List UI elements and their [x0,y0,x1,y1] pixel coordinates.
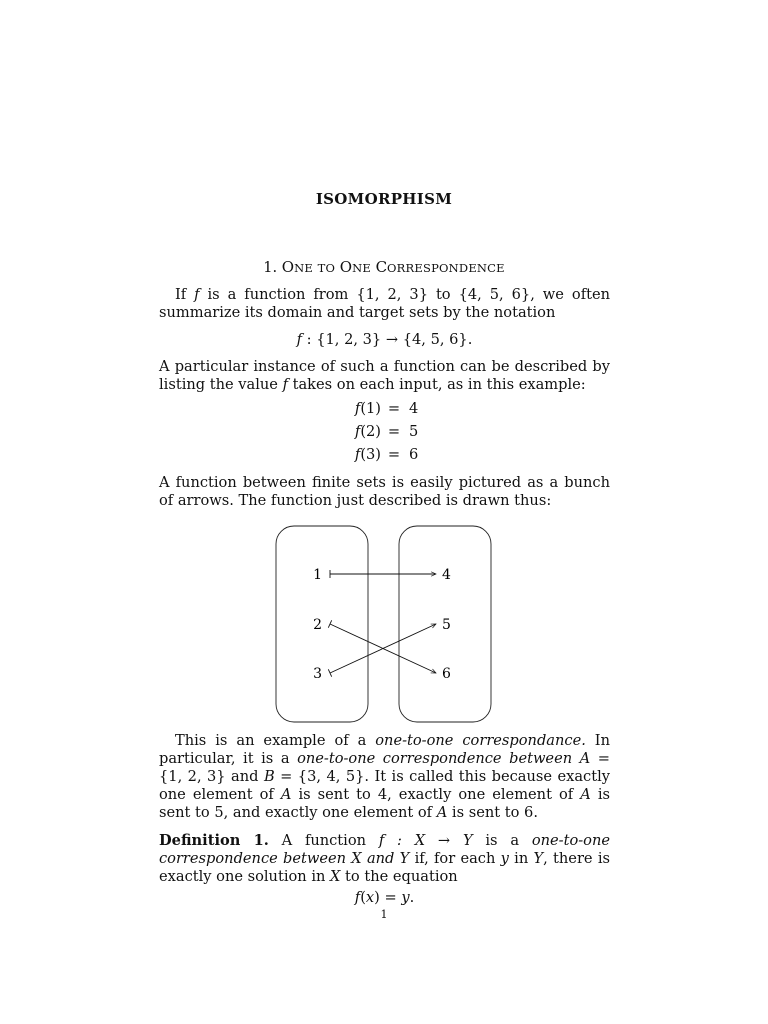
section-word: O [339,258,353,276]
equation-sign: = [387,400,401,417]
target-node: 5 [442,617,451,633]
equation-rhs: 6 [409,446,419,463]
domain-node: 3 [313,666,322,682]
paragraph-intro: If f is a function from {1, 2, 3} to {4, 5, 6}, we often summarize its domain and target sets by the notation [159,286,610,321]
domain-node: 2 [313,617,322,633]
mapping-arrow [328,624,436,677]
equation-rhs: 5 [409,423,419,440]
section-word-rest: TO [317,261,336,275]
section-heading [0,258,768,277]
section-word: O [281,258,295,276]
page-number: 1 [380,908,388,921]
section-number: 1. [263,259,278,276]
equation-lhs: f(1) [354,400,381,417]
equation-sign: = [387,423,401,440]
section-word-rest: ORRESPONDENCE [387,261,505,275]
paragraph-instance: A particular instance of such a function can be described by listing the value f takes on each input, as in this example: [159,358,610,393]
paragraph-arrows: A function between finite sets is easily pictured as a bunch of arrows. The function just described is drawn thus: [159,474,610,509]
equation-lhs: f(2) [354,423,381,440]
section-word-rest: NE [352,261,371,275]
definition-block: Definition 1. A function f : X → Y is a one-to-one correspondence between X and Y if, for each y in Y, there is exactly one solution in X to the equation [159,832,610,885]
paragraph-example: This is an example of a one-to-one correspondance. In particular, it is a one-to-one correspondence between A = {1, 2, 3} and B = {3, 4, 5}. It is called this because exactly one element of A is sent to 4, exactly one element of A is sent to 5, and exactly one element of A is sent to 6. [159,732,611,821]
domain-node: 1 [313,567,322,583]
mapping-arrow [328,620,436,673]
target-node: 4 [442,567,451,583]
arrow-layer [328,570,436,677]
domain-set-box [276,526,368,722]
mapping-arrow [330,570,436,578]
page-title: ISOMORPHISM [315,190,453,208]
equation-sign: = [387,446,401,463]
target-node: 6 [442,666,451,682]
equation-rhs: 4 [409,400,419,417]
section-word: C [375,258,388,276]
equation-definition: f(x) = y. [354,889,415,906]
equation-lhs: f(3) [354,446,381,463]
definition-label: Definition 1. [159,832,269,849]
section-word-rest: NE [294,261,313,275]
equation-notation: f : {1, 2, 3} → {4, 5, 6}. [296,331,473,348]
function-arrow-diagram [270,520,500,730]
